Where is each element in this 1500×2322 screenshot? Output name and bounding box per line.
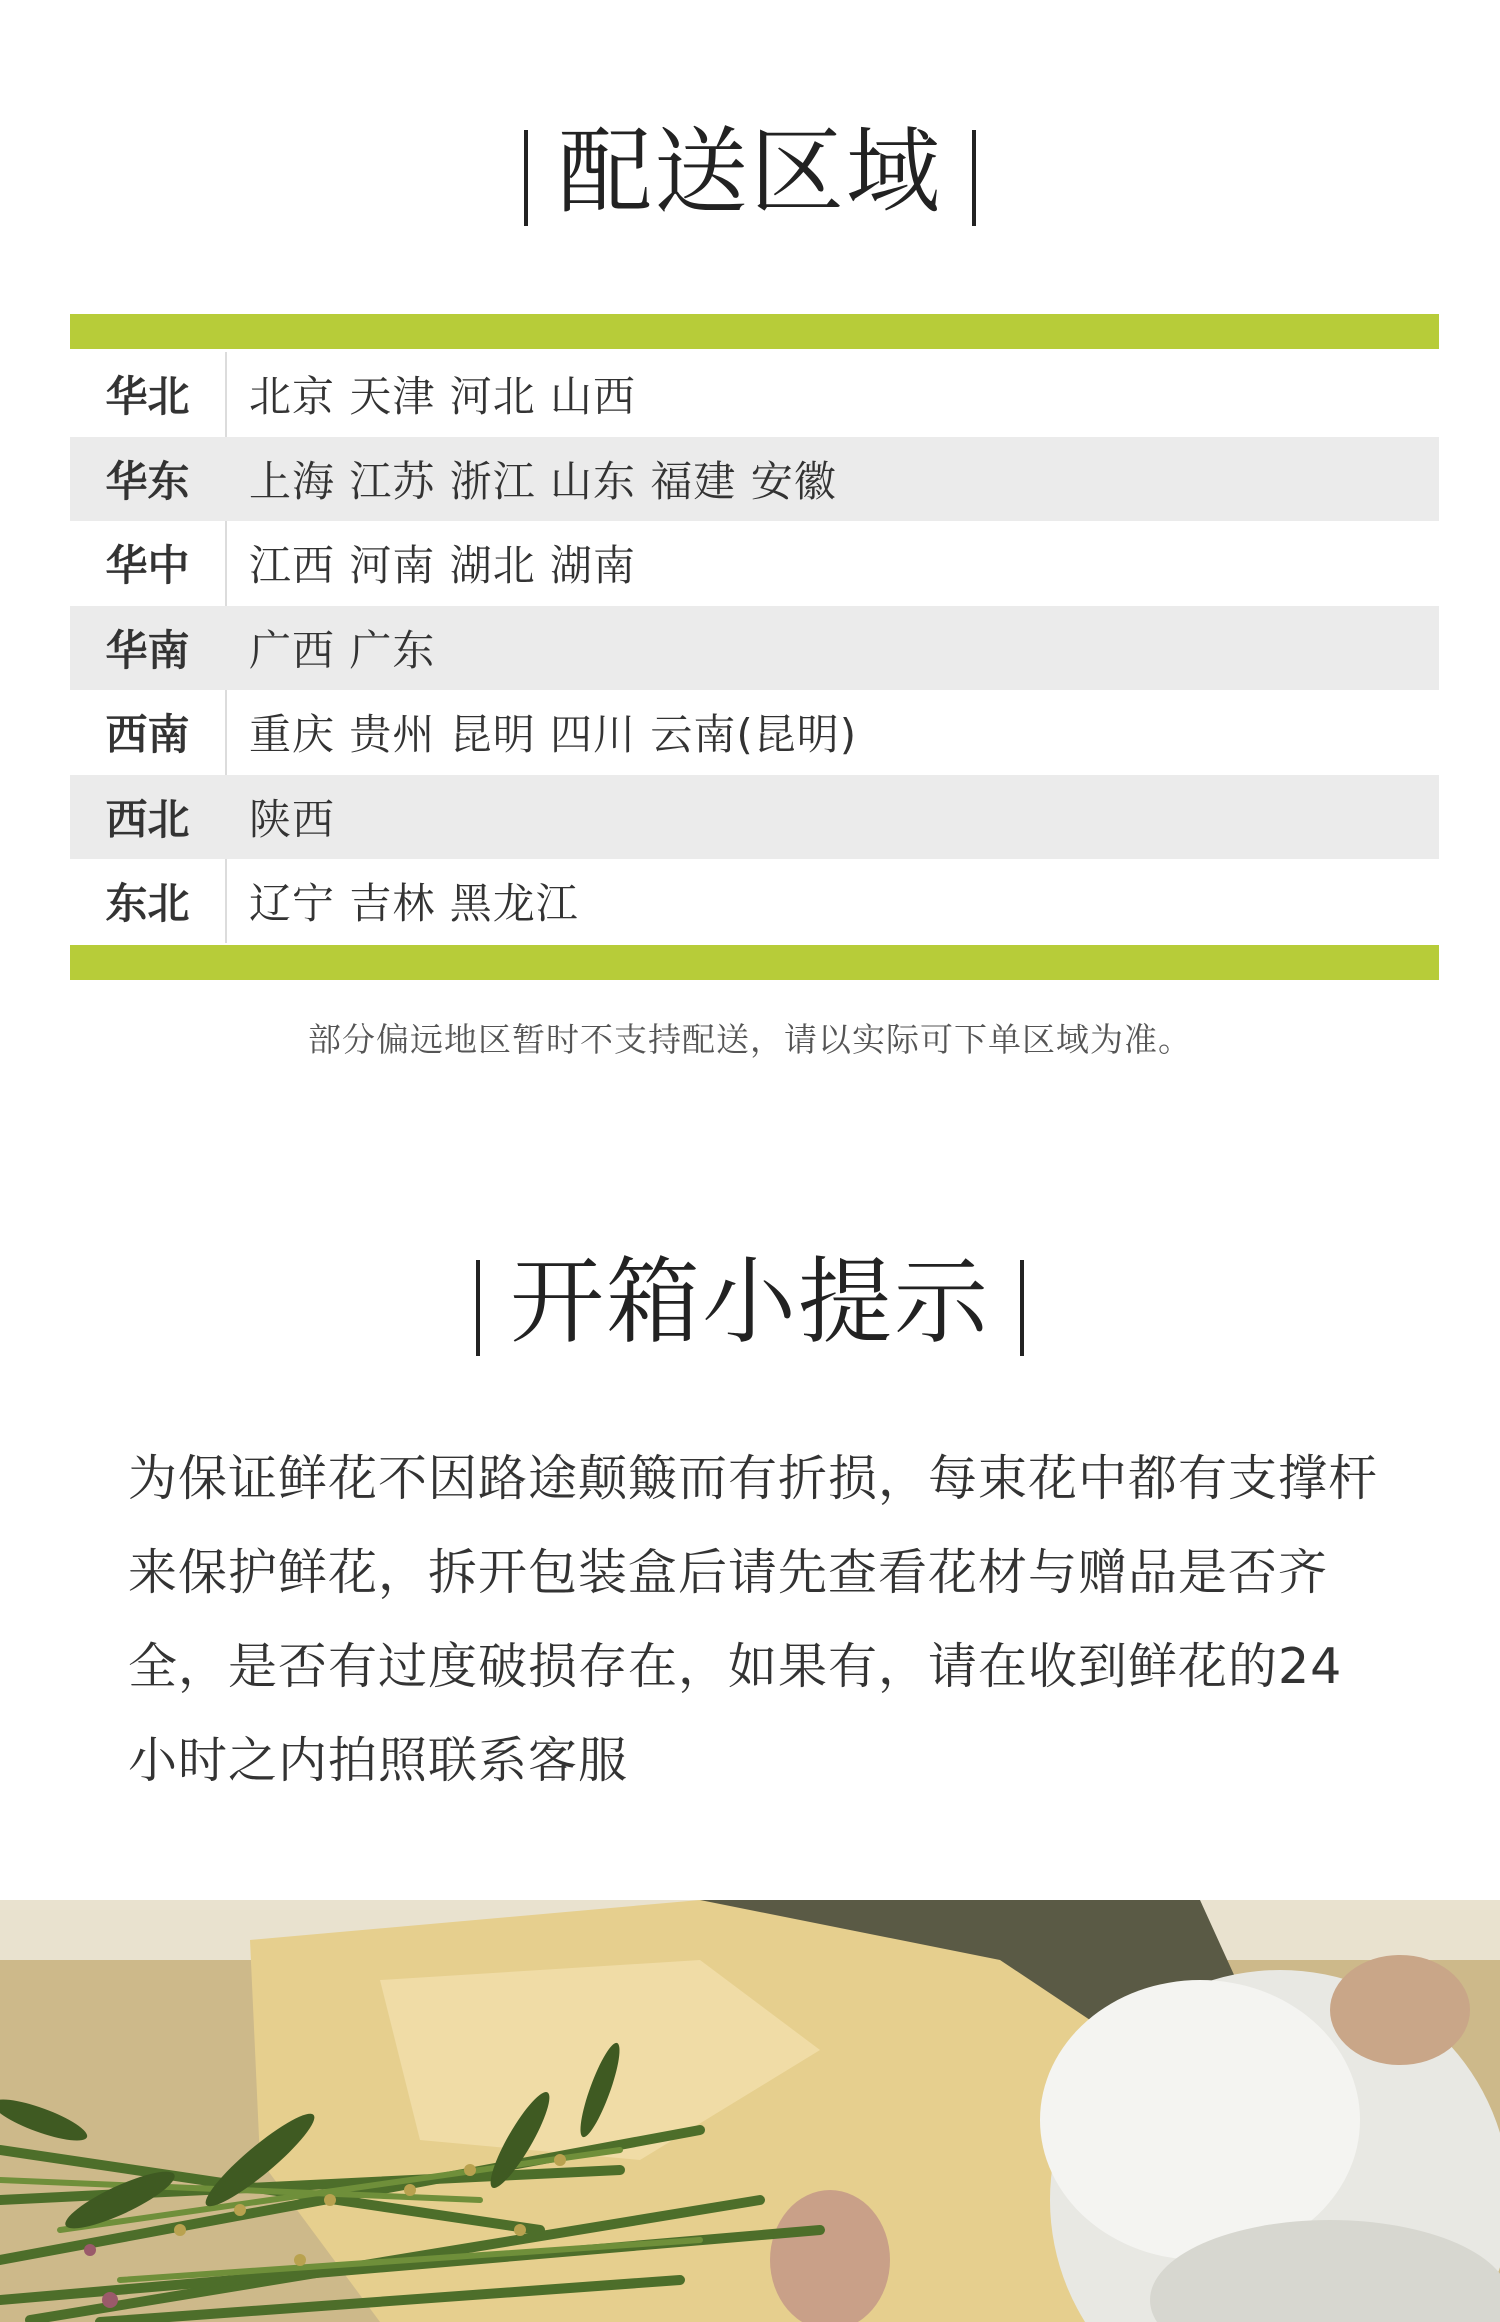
title-right-bar: [972, 130, 976, 226]
table-row: [70, 437, 1439, 522]
region-name: 东北: [105, 879, 190, 929]
region-provinces: 重庆 贵州 昆明 四川 云南(昆明): [249, 710, 858, 760]
unboxing-title-text: 开箱小提示: [509, 1248, 990, 1357]
region-provinces: 广西 广东: [249, 625, 436, 675]
unboxing-tip-text: 为保证鲜花不因路途颠簸而有折损，每束花中都有支撑杆来保护鲜花，拆开包装盒后请先查看花材与赠品是否齐全，是否有过度破损存在，如果有，请在收到鲜花的24小时之内拍照联系客服: [128, 1450, 1379, 1789]
region-provinces: 上海 江苏 浙江 山东 福建 安徽: [249, 456, 837, 506]
title-right-bar: [1020, 1260, 1024, 1356]
table-row: [70, 859, 1439, 944]
table-bottom-accent-bar: [70, 945, 1439, 980]
region-provinces: 陕西: [249, 794, 336, 844]
table-row: [70, 606, 1439, 691]
delivery-region-table: [70, 352, 1439, 944]
region-provinces: 北京 天津 河北 山西: [249, 372, 637, 422]
table-row: [70, 775, 1439, 860]
table-row: [70, 690, 1439, 775]
region-name: 华中: [105, 541, 190, 591]
region-name: 西北: [105, 794, 190, 844]
delivery-section-title: [0, 115, 1500, 231]
title-left-bar: [476, 1260, 480, 1356]
unboxing-photo: [0, 1900, 1500, 2322]
region-name: 华东: [105, 456, 190, 506]
delivery-title-text: 配送区域: [557, 118, 942, 227]
region-name: 华北: [105, 372, 190, 422]
table-row: [70, 521, 1439, 606]
unboxing-section-title: [0, 1245, 1500, 1361]
region-provinces: 江西 河南 湖北 湖南: [249, 541, 637, 591]
title-left-bar: [524, 130, 528, 226]
region-name: 西南: [105, 710, 190, 760]
region-provinces: 辽宁 吉林 黑龙江: [249, 879, 579, 929]
region-name: 华南: [105, 625, 190, 675]
table-row: [70, 352, 1439, 437]
flowers-and-box-image: [0, 1900, 1500, 2322]
table-top-accent-bar: [70, 314, 1439, 349]
delivery-note: 部分偏远地区暂时不支持配送，请以实际可下单区域为准。: [308, 1020, 1192, 1059]
